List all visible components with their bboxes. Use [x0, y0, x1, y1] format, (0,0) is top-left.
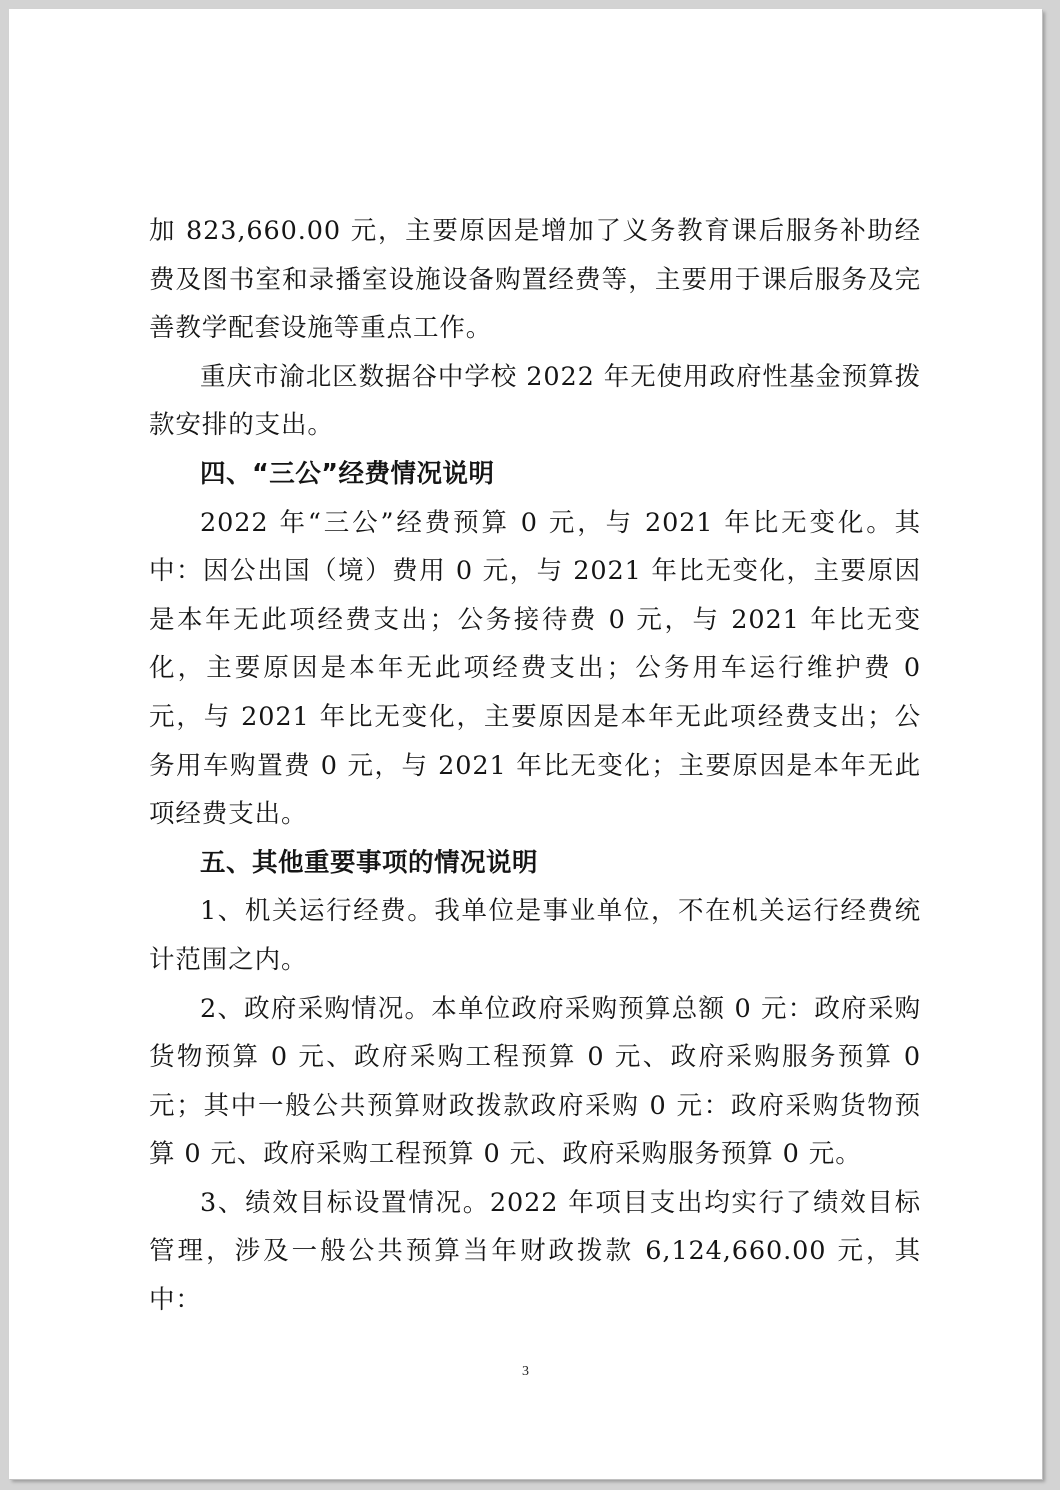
page-number: 3: [522, 1364, 529, 1379]
document-page: [9, 9, 1042, 1479]
document-body: [149, 207, 921, 1325]
paragraph-continuation: 加 823,660.00 元，主要原因是增加了义务教育课后服务补助经费及图书室和录播室设施设备购置经费等，主要用于课后服务及完善教学配套设施等重点工作。: [149, 216, 921, 344]
paragraph-three-public-funds: 2022 年“三公”经费预算 0 元，与 2021 年比无变化。其中：因公出国（境）费用 0 元，与 2021 年比无变化，主要原因是本年无此项经费支出；公务接待费 0 元，与 2021 年比无变化，主要原因是本年无此项经费支出；公务用车运行维护费 0 元，与 2021 年比无变化，主要原因是本年无此项经费支出；公务用车购置费 0 元，与 2021 年比无变化；主要原因是本年无此项经费支出。: [149, 507, 921, 830]
paragraph-operating-funds: 1、机关运行经费。我单位是事业单位，不在机关运行经费统计范围之内。: [149, 896, 921, 975]
paragraph-government-fund: 重庆市渝北区数据谷中学校 2022 年无使用政府性基金预算拨款安排的支出。: [149, 361, 921, 441]
paragraph-performance-goals: 3、绩效目标设置情况。2022 年项目支出均实行了绩效目标管理，涉及一般公共预算当年财政拨款 6,124,660.00 元，其中：: [149, 1187, 921, 1316]
section-heading-three-public: 四、“三公”经费情况说明: [200, 458, 495, 489]
paragraph-procurement: 2、政府采购情况。本单位政府采购预算总额 0 元：政府采购货物预算 0 元、政府采购工程预算 0 元、政府采购服务预算 0 元；其中一般公共预算财政拨款政府采购 0 元：政府采购货物预算 0 元、政府采购工程预算 0 元、政府采购服务预算 0 元。: [149, 993, 921, 1170]
section-heading-other-matters: 五、其他重要事项的情况说明: [200, 847, 539, 878]
